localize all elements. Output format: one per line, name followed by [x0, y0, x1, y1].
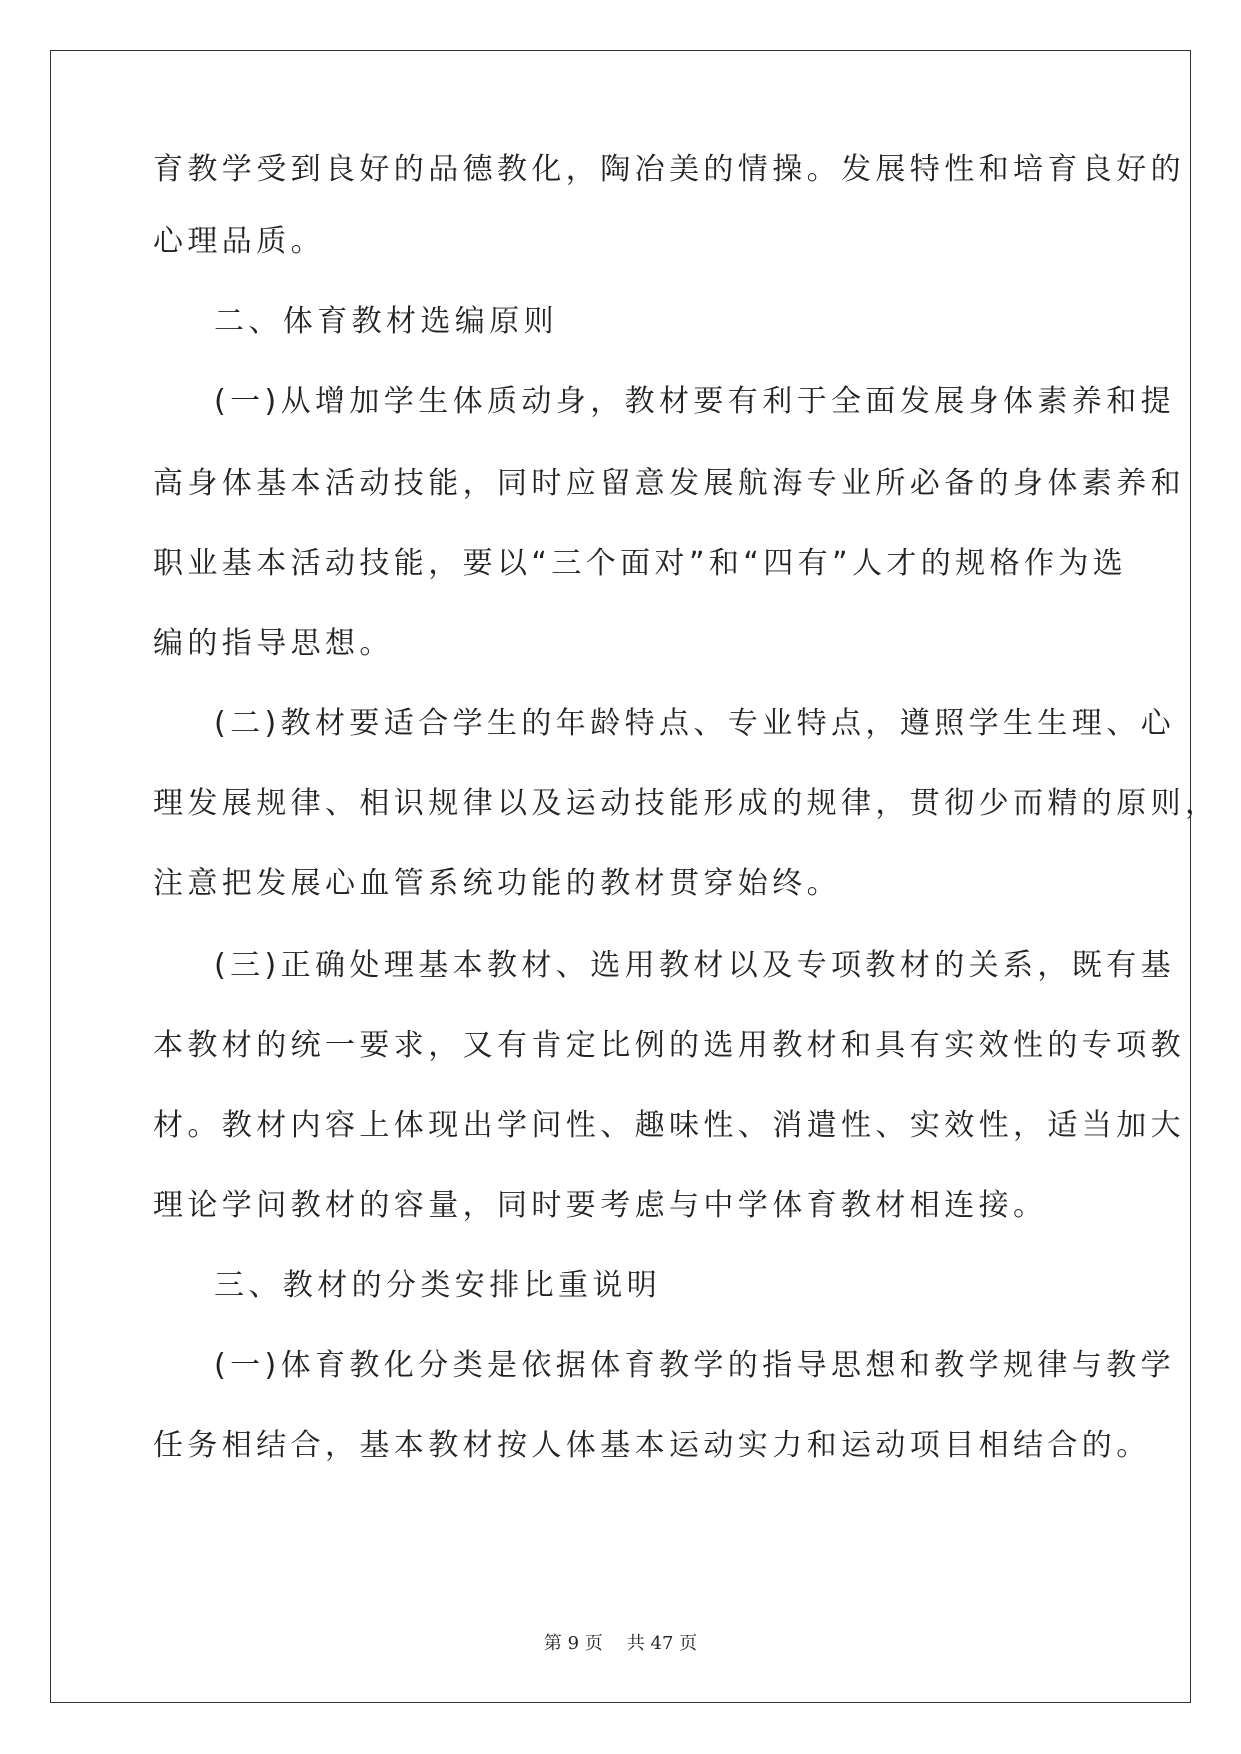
- total-pages: 共 47 页: [626, 1633, 698, 1654]
- page-footer: [0, 1632, 1241, 1656]
- text-line: 编的指导思想。: [153, 626, 394, 661]
- text-line: 注意把发展心血管系统功能的教材贯穿始终。: [153, 866, 841, 901]
- text-line: 高身体基本活动技能，同时应留意发展航海专业所必备的身体素养和: [153, 466, 1185, 501]
- text-line: 心理品质。: [153, 224, 325, 259]
- page-number: 第 9 页: [543, 1633, 603, 1654]
- text-line: (三)正确处理基本教材、选用教材以及专项教材的关系，既有基: [214, 948, 1176, 983]
- section-heading: 三、教材的分类安排比重说明: [214, 1268, 662, 1303]
- text-line: 本教材的统一要求，又有肯定比例的选用教材和具有实效性的专项教: [153, 1028, 1185, 1063]
- text-line: (一)体育教化分类是依据体育教学的指导思想和教学规律与教学: [214, 1348, 1176, 1383]
- text-line: 育教学受到良好的品德教化，陶冶美的情操。发展特性和培育良好的: [153, 152, 1185, 187]
- text-line: 职业基本活动技能，要以“三个面对”和“四有”人才的规格作为选: [153, 546, 1128, 581]
- text-line: 任务相结合，基本教材按人体基本运动实力和运动项目相结合的。: [153, 1428, 1151, 1463]
- text-line: (二)教材要适合学生的年龄特点、专业特点，遵照学生生理、心: [214, 706, 1176, 741]
- text-line: 理论学问教材的容量，同时要考虑与中学体育教材相连接。: [153, 1188, 1048, 1223]
- section-heading: 二、体育教材选编原则: [214, 304, 558, 339]
- text-line: 理发展规律、相识规律以及运动技能形成的规律，贯彻少而精的原则，: [153, 786, 1220, 821]
- text-line: 材。教材内容上体现出学问性、趣味性、消遣性、实效性，适当加大: [153, 1108, 1185, 1143]
- text-line: (一)从增加学生体质动身，教材要有利于全面发展身体素养和提: [214, 384, 1176, 419]
